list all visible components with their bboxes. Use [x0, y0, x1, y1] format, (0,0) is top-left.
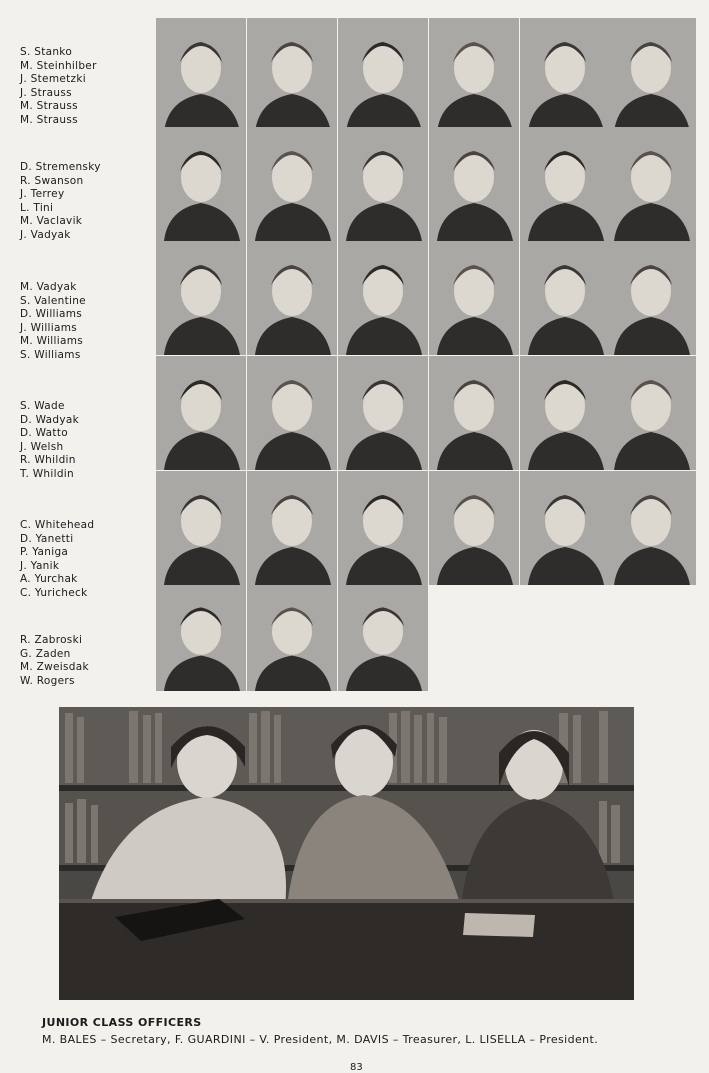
- name-list-row-5: [20, 519, 145, 600]
- student-name: R. Zabroski: [20, 634, 83, 646]
- student-name: G. Zaden: [20, 647, 71, 660]
- student-name: D. Wadyak: [20, 413, 79, 426]
- student-portrait: [247, 241, 337, 355]
- student-portrait: [606, 127, 696, 241]
- portrait-silhouette: [429, 471, 519, 585]
- caption-title: JUNIOR CLASS OFFICERS: [42, 1016, 202, 1029]
- student-portrait: [429, 127, 519, 241]
- student-portrait: [429, 18, 519, 132]
- portrait-silhouette: [247, 356, 337, 470]
- portrait-silhouette: [156, 585, 246, 691]
- portrait-silhouette: [338, 471, 428, 585]
- name-list-row-1: [20, 46, 145, 127]
- student-name: P. Yaniga: [20, 546, 69, 558]
- student-name: D. Yanetti: [20, 532, 74, 545]
- portrait-silhouette: [520, 241, 610, 355]
- student-portrait: [606, 471, 696, 585]
- portrait-silhouette: [520, 471, 610, 585]
- student-name: S. Wade: [20, 400, 65, 412]
- student-portrait: [520, 127, 610, 241]
- student-portrait: [156, 585, 246, 691]
- portrait-silhouette: [156, 471, 246, 585]
- portrait-silhouette: [429, 241, 519, 355]
- portrait-silhouette: [606, 241, 696, 355]
- student-portrait: [338, 471, 428, 585]
- portrait-grid: [156, 18, 696, 691]
- portrait-silhouette: [429, 127, 519, 241]
- name-list-row-6: [20, 634, 145, 688]
- portrait-silhouette: [606, 18, 696, 132]
- student-name: S. Stanko: [20, 46, 73, 58]
- student-name: T. Whildin: [20, 467, 74, 480]
- portrait-silhouette: [520, 127, 610, 241]
- name-list-row-3: [20, 281, 145, 362]
- portrait-silhouette: [338, 18, 428, 132]
- student-name: C. Whitehead: [20, 519, 95, 531]
- portrait-silhouette: [247, 241, 337, 355]
- officers-photo-illustration: [59, 707, 634, 1000]
- portrait-silhouette: [429, 356, 519, 470]
- student-name: M. Vaclavik: [20, 215, 83, 227]
- student-name: J. Strauss: [20, 86, 72, 99]
- page-number: 83: [350, 1062, 363, 1073]
- student-portrait: [520, 356, 610, 470]
- student-portrait: [247, 471, 337, 585]
- portrait-silhouette: [247, 471, 337, 585]
- student-name: S. Williams: [20, 348, 81, 361]
- student-portrait: [429, 241, 519, 355]
- student-portrait: [606, 356, 696, 470]
- name-list-row-4: [20, 400, 145, 481]
- portrait-silhouette: [247, 127, 337, 241]
- student-name: R. Whildin: [20, 454, 76, 466]
- student-portrait: [338, 18, 428, 132]
- portrait-silhouette: [429, 18, 519, 132]
- portrait-silhouette: [338, 585, 428, 691]
- student-name: J. Vadyak: [20, 228, 71, 241]
- student-portrait: [520, 241, 610, 355]
- portrait-silhouette: [520, 18, 610, 132]
- student-name: S. Valentine: [20, 294, 86, 307]
- student-portrait: [247, 356, 337, 470]
- student-name: D. Williams: [20, 308, 83, 320]
- student-name: M. Zweisdak: [20, 661, 89, 673]
- student-portrait: [247, 127, 337, 241]
- student-portrait: [156, 241, 246, 355]
- portrait-silhouette: [156, 241, 246, 355]
- portrait-silhouette: [338, 241, 428, 355]
- student-portrait: [606, 241, 696, 355]
- student-name: M. Strauss: [20, 100, 78, 112]
- student-name: L. Tini: [20, 201, 54, 214]
- portrait-silhouette: [606, 356, 696, 470]
- student-portrait: [156, 18, 246, 132]
- student-name: D. Stremensky: [20, 161, 101, 173]
- student-portrait: [429, 356, 519, 470]
- portrait-silhouette: [606, 127, 696, 241]
- portrait-silhouette: [338, 356, 428, 470]
- student-name: J. Stemetzki: [20, 73, 86, 85]
- student-name: C. Yuricheck: [20, 586, 88, 599]
- student-name: R. Swanson: [20, 174, 84, 187]
- class-officers-photo: [59, 707, 634, 1000]
- student-name: J. Yanik: [20, 559, 60, 572]
- student-name: M. Steinhilber: [20, 59, 97, 72]
- portrait-silhouette: [247, 585, 337, 691]
- caption-text: M. BALES – Secretary, F. GUARDINI – V. President, M. DAVIS – Treasurer, L. LISELLA – President.: [42, 1033, 599, 1046]
- student-portrait: [338, 356, 428, 470]
- student-portrait: [429, 471, 519, 585]
- student-portrait: [520, 471, 610, 585]
- student-name: J. Williams: [20, 321, 78, 334]
- portrait-silhouette: [247, 18, 337, 132]
- student-portrait: [606, 18, 696, 132]
- portrait-silhouette: [338, 127, 428, 241]
- student-portrait: [156, 471, 246, 585]
- student-portrait: [338, 585, 428, 691]
- portrait-silhouette: [156, 127, 246, 241]
- name-list-row-2: [20, 161, 145, 242]
- student-portrait: [338, 241, 428, 355]
- student-name: M. Strauss: [20, 113, 78, 126]
- portrait-silhouette: [606, 471, 696, 585]
- student-portrait: [338, 127, 428, 241]
- student-name: M. Vadyak: [20, 281, 77, 293]
- student-portrait: [247, 18, 337, 132]
- student-name: J. Welsh: [20, 440, 64, 453]
- student-portrait: [156, 356, 246, 470]
- student-name: J. Terrey: [20, 188, 65, 200]
- student-name: D. Watto: [20, 427, 68, 439]
- student-portrait: [520, 18, 610, 132]
- student-name: W. Rogers: [20, 674, 75, 687]
- portrait-silhouette: [156, 18, 246, 132]
- portrait-silhouette: [520, 356, 610, 470]
- student-portrait: [247, 585, 337, 691]
- portrait-silhouette: [156, 356, 246, 470]
- student-name: A. Yurchak: [20, 573, 78, 585]
- student-name: M. Williams: [20, 335, 83, 347]
- student-portrait: [156, 127, 246, 241]
